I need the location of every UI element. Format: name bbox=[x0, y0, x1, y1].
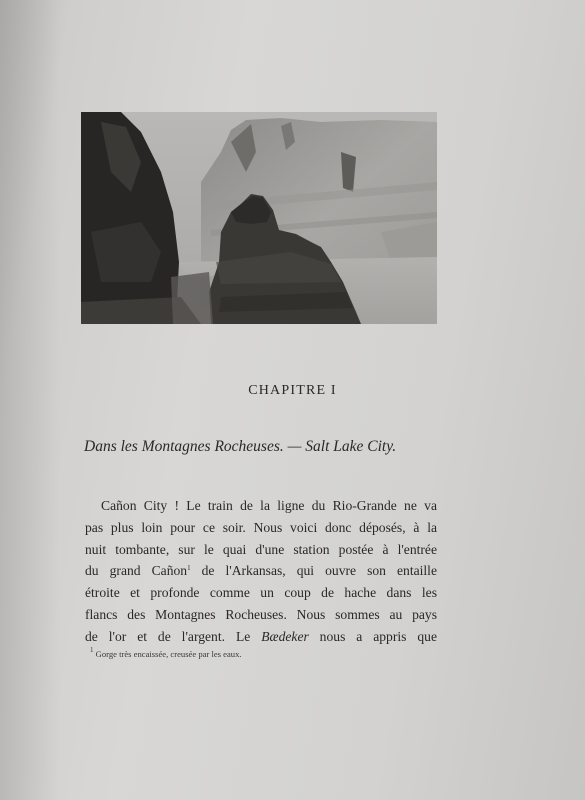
paragraph-text: de l'or et de l'argent. Le bbox=[85, 628, 262, 644]
paragraph-line: Cañon City ! Le train de la ligne du Rio-Grande ne va bbox=[101, 498, 437, 513]
paragraph-line: nuit tombante, sur le quai d'une station postée à l'entrée bbox=[85, 541, 437, 557]
canyon-illustration bbox=[81, 112, 437, 324]
paragraph-line: pas plus loin pour ce soir. Nous voici donc déposés, à la bbox=[85, 519, 437, 535]
chapter-paragraph bbox=[85, 495, 437, 648]
gutter-shadow bbox=[0, 0, 60, 800]
paragraph-text: de l'Arkansas, qui ouvre son entaille bbox=[190, 563, 437, 579]
footnote-marker: 1 bbox=[90, 646, 94, 654]
canyon-landscape-icon bbox=[81, 112, 437, 324]
paragraph-line bbox=[85, 626, 437, 648]
footnote-text: Gorge très encaissée, creusée par les eaux. bbox=[93, 649, 242, 659]
paragraph-text: nous a appris que bbox=[308, 628, 437, 644]
paragraph-line: flancs des Montagnes Rocheuses. Nous sommes au pays bbox=[85, 606, 437, 622]
footnote bbox=[90, 646, 430, 659]
chapter-subtitle: Dans les Montagnes Rocheuses. — Salt Lake City. bbox=[84, 438, 397, 455]
paragraph-text: du grand Cañon bbox=[85, 563, 188, 579]
footnote-reference: 1 bbox=[187, 564, 191, 573]
italic-title: Bædeker bbox=[261, 628, 309, 644]
paragraph-line bbox=[85, 560, 437, 582]
paragraph-line: étroite et profonde comme un coup de hache dans les bbox=[85, 585, 437, 601]
chapter-heading: CHAPITRE I bbox=[248, 383, 337, 398]
